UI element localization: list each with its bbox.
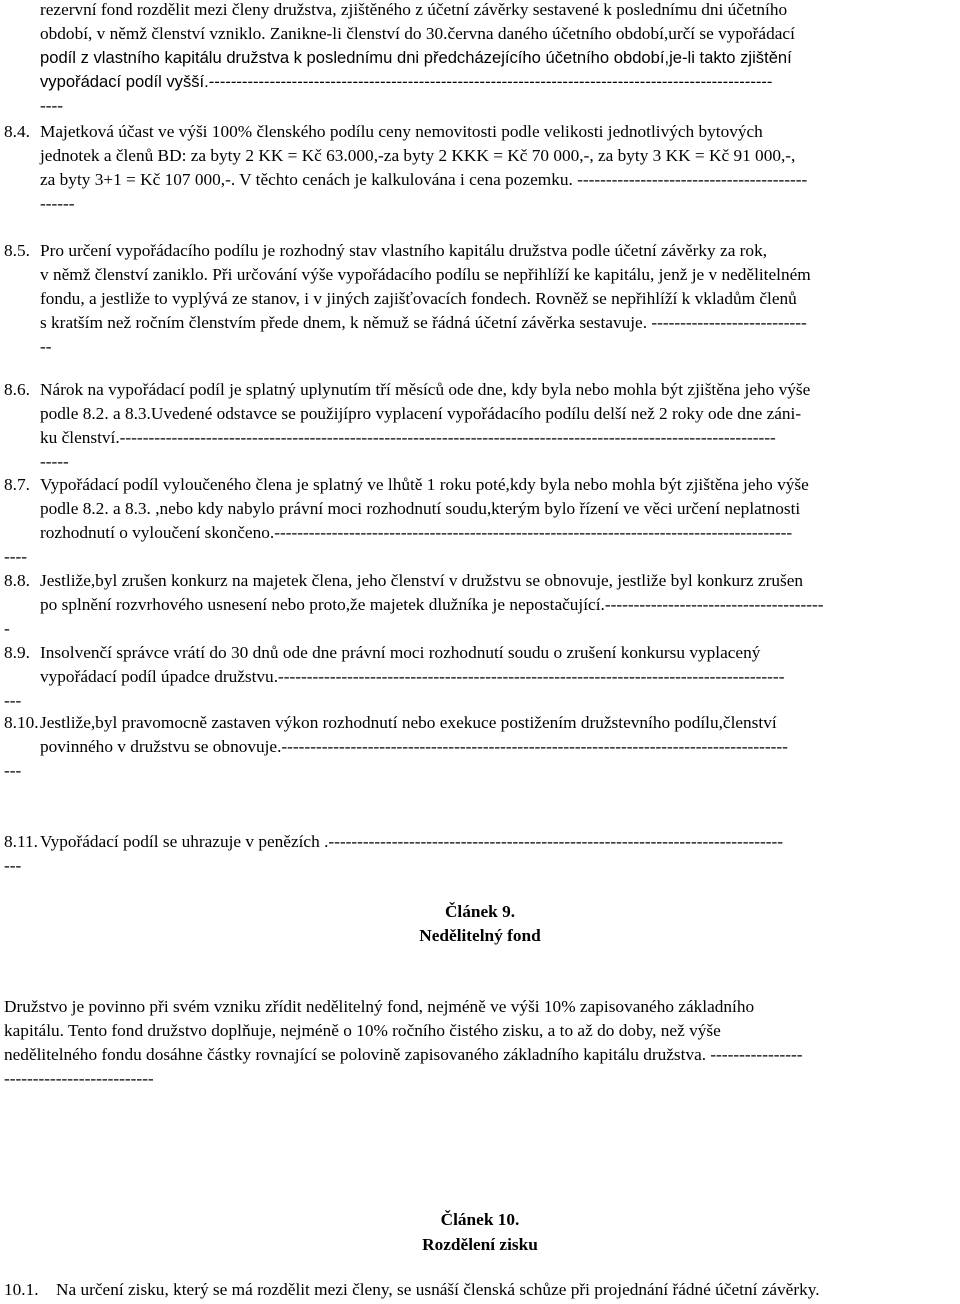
section-number: 8.5. (4, 241, 30, 260)
text-line: podle 8.2. a 8.3. ,nebo kdy nabylo právní moci rozhodnutí soudu,kterým bylo řízení ve věci určení neplatnosti (40, 499, 801, 518)
text-line: ---- (40, 96, 64, 115)
text-line: kapitálu. Tento fond družstvo doplňuje, nejméně o 10% ročního čistého zisku, a to až do doby, než výše (4, 1021, 721, 1040)
text-line: nedělitelného fondu dosáhne částky rovnající se polovině zapisovaného základního kapitálu družstva. ---------------- (4, 1045, 803, 1064)
text-line: --- (4, 691, 22, 710)
text-line: Jestliže,byl pravomocně zastaven výkon rozhodnutí nebo exekuce postižením družstevního podílu,členství (40, 713, 777, 732)
text-line: Nárok na vypořádací podíl je splatný uplynutím tří měsíců ode dne, kdy byla nebo mohla být zjištěna jeho výše (40, 380, 811, 399)
text-line: v němž členství zaniklo. Při určování výše vypořádacího podílu se nepřihlíží ke kapitálu, jenž je v nedělitelném (40, 265, 811, 284)
text-line: --- (4, 856, 22, 875)
text-line: -------------------------- (4, 1069, 154, 1088)
text-line: Majetková účast ve výši 100% členského podílu ceny nemovitosti podle velikosti jednotlivých bytových (40, 122, 763, 141)
text-line: vypořádací podíl úpadce družstvu.---------------------------------------------------------------------------------------- (40, 667, 785, 686)
text-line: vypořádací podíl vyšší.------------------------------------------------------------------------------------------------------ (40, 72, 773, 91)
text-line: podle 8.2. a 8.3.Uvedené odstavce se použijípro vyplacení vypořádacího podílu delší než 2 roky ode dne záni- (40, 404, 802, 423)
text-line: - (4, 619, 10, 638)
text-line: období, v němž členství vzniklo. Zanikne-li členství do 30.června daného účetního období,určí se vypořádací (40, 24, 795, 43)
text-line: povinného v družstvu se obnovuje.---------------------------------------------------------------------------------------- (40, 737, 788, 756)
section-number: 8.4. (4, 122, 30, 141)
text-line: jednotek a členů BD: za byty 2 KK = Kč 63.000,-za byty 2 KKK = Kč 70 000,-, za byty 3 KK = Kč 91 000,-, (40, 146, 796, 165)
text-line: Vypořádací podíl vyloučeného člena je splatný ve lhůtě 1 roku poté,kdy byla nebo mohla být zjištěna jeho výše (40, 475, 809, 494)
text-line: --- (4, 761, 22, 780)
text-line: po splnění rozvrhového usnesení nebo proto,že majetek dlužníka je nepostačující.-------------------------------------- (40, 595, 824, 614)
text-line: ---- (4, 547, 28, 566)
text-line: Jestliže,byl zrušen konkurz na majetek člena, jeho členství v družstvu se obnovuje, jestliže byl konkurz zrušen (40, 571, 804, 590)
text-line: fondu, a jestliže to vyplývá ze stanov, i v jiných zajišťovacích fondech. Rovněž se nepřihlíží k vkladům členů (40, 289, 797, 308)
text-line: za byty 3+1 = Kč 107 000,-. V těchto cenách je kalkulována i cena pozemku. ---------------------------------------- (40, 170, 808, 189)
text-line: -- (40, 337, 52, 356)
section-number: 10.1. (4, 1280, 39, 1299)
section-number: 8.6. (4, 380, 30, 399)
text-line: Družstvo je povinno při svém vzniku zřídit nedělitelný fond, nejméně ve výši 10% zapisovaného základního (4, 997, 755, 1016)
text-line: ------ (40, 194, 75, 213)
text-line: Insolvenčí správce vrátí do 30 dnů ode dne právní moci rozhodnutí soudu o zrušení konkursu vyplacený (40, 643, 761, 662)
article-10-title: Článek 10. (440, 1210, 520, 1229)
section-number: 8.8. (4, 571, 30, 590)
section-number: 8.9. (4, 643, 30, 662)
text-line: Pro určení vypořádacího podílu je rozhodný stav vlastního kapitálu družstva podle účetní závěrky za rok, (40, 241, 768, 260)
article-9-title: Článek 9. (444, 902, 516, 921)
section-number: 8.10. (4, 713, 39, 732)
text-line: Na určení zisku, který se má rozdělit mezi členy, se usnáší členská schůze při projednání řádné účetní závěrky. (56, 1280, 820, 1299)
text-line: ----- (40, 452, 69, 471)
text-line: Vypořádací podíl se uhrazuje v penězích .------------------------------------------------------------------------------- (40, 832, 784, 851)
article-9-subtitle: Nedělitelný fond (419, 926, 541, 945)
section-number: 8.7. (4, 475, 30, 494)
text-line: ku členství.------------------------------------------------------------------------------------------------------------------ (40, 428, 776, 447)
text-line: podíl z vlastního kapitálu družstva k poslednímu dni předcházejícího účetního období,je-li takto zjištění (40, 48, 792, 67)
text-line: rozhodnutí o vyloučení skončeno.------------------------------------------------------------------------------------------ (40, 523, 793, 542)
section-number: 8.11. (4, 832, 38, 851)
article-10-subtitle: Rozdělení zisku (422, 1235, 538, 1254)
text-line: rezervní fond rozdělit mezi členy družstva, zjištěného z účetní závěrky sestavené k poslednímu dni účetního (40, 0, 788, 19)
text-line: s kratším než ročním členstvím přede dnem, k němuž se řádná účetní závěrka sestavuje. --------------------------- (40, 313, 807, 332)
